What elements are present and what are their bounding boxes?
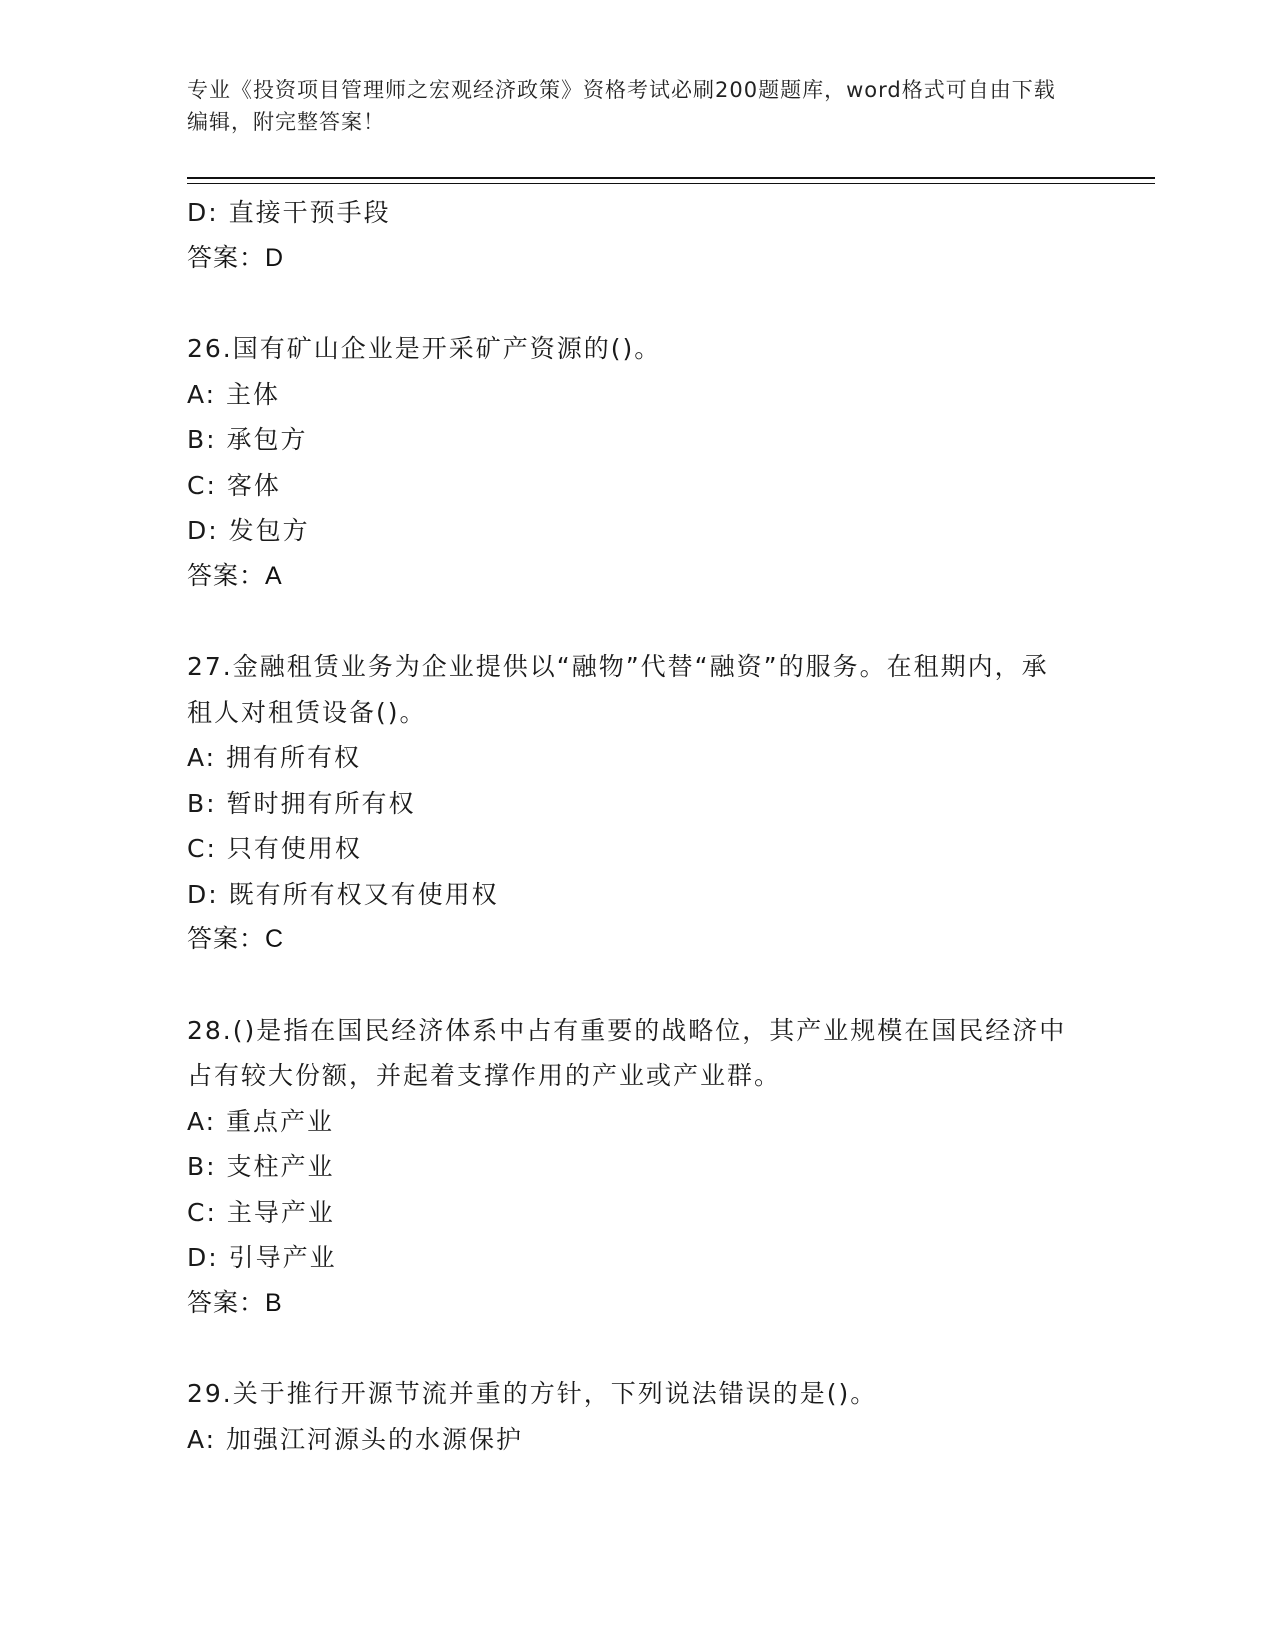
question-28 <box>187 1008 1087 1327</box>
answer-line: 答案：A <box>187 561 283 590</box>
option-c: C: 只有使用权 <box>187 834 362 863</box>
option-d: D: 引导产业 <box>187 1243 337 1272</box>
answer-line: 答案：C <box>187 925 285 953</box>
header-rule-thick <box>187 177 1155 179</box>
option-b: B: 承包方 <box>187 425 308 454</box>
option-d: D: 直接干预手段 <box>187 198 391 227</box>
question-26 <box>187 326 1087 599</box>
option-c: C: 客体 <box>187 470 281 500</box>
previous-question-tail <box>187 190 1087 281</box>
document-content <box>187 190 1087 1462</box>
answer-line: 答案：B <box>187 1288 283 1317</box>
document-header: 专业《投资项目管理师之宏观经济政策》资格考试必刷200题题库，word格式可自由下载编辑，附完整答案！ <box>187 78 1056 134</box>
option-c: C: 主导产业 <box>187 1197 335 1227</box>
question-stem: 26.国有矿山企业是开采矿产资源的()。 <box>187 334 662 363</box>
question-27 <box>187 644 1087 963</box>
option-d: D: 发包方 <box>187 516 310 545</box>
option-a: A: 加强江河源头的水源保护 <box>187 1424 524 1454</box>
option-a: A: 主体 <box>187 379 281 409</box>
question-29 <box>187 1371 1087 1462</box>
option-b: B: 支柱产业 <box>187 1152 335 1181</box>
answer-line: 答案：D <box>187 243 285 272</box>
option-a: A: 重点产业 <box>187 1106 335 1136</box>
option-d: D: 既有所有权又有使用权 <box>187 879 499 909</box>
question-stem: 29.关于推行开源节流并重的方针，下列说法错误的是()。 <box>187 1379 878 1408</box>
header-rule-thin <box>187 183 1155 184</box>
question-stem: 28.()是指在国民经济体系中占有重要的战略位，其产业规模在国民经济中占有较大份额，并起着支撑作用的产业或产业群。 <box>187 1015 1067 1090</box>
question-stem: 27.金融租赁业务为企业提供以“融物”代替“融资”的服务。在租期内，承租人对租赁设备()。 <box>187 652 1049 727</box>
option-a: A: 拥有所有权 <box>187 743 362 772</box>
option-b: B: 暂时拥有所有权 <box>187 788 416 818</box>
